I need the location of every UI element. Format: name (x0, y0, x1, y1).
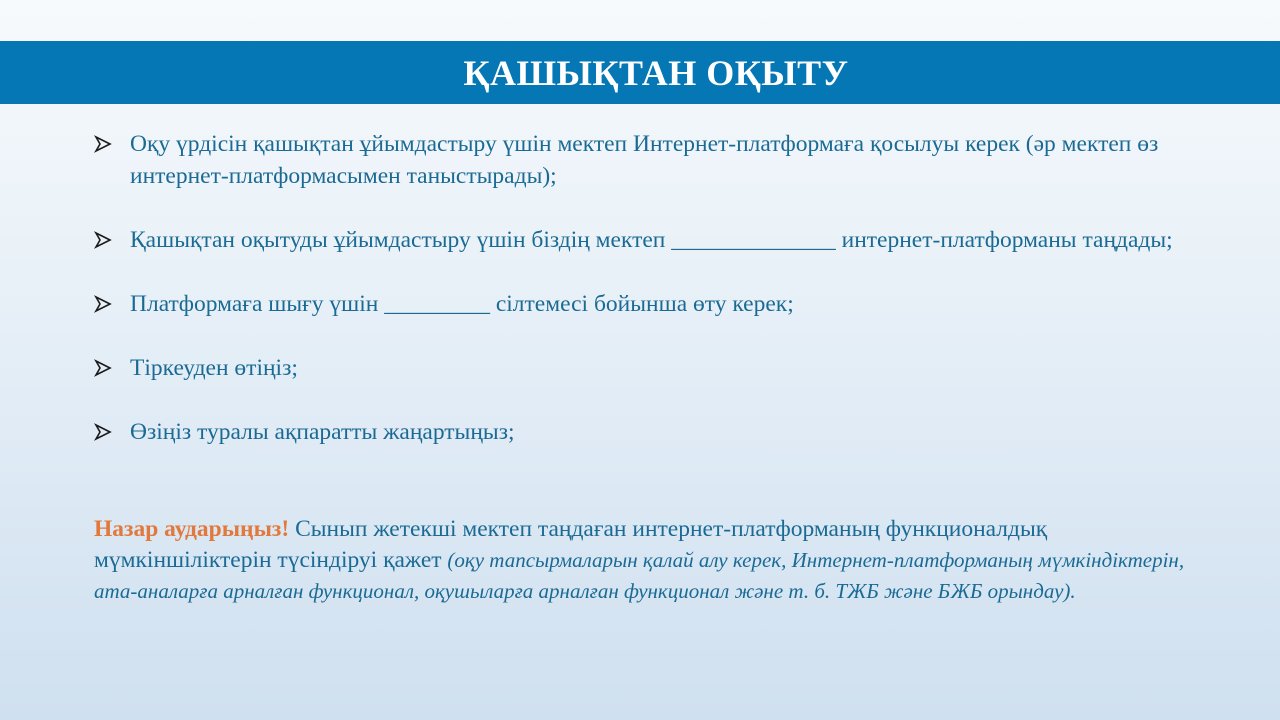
title-bar (0, 41, 1280, 104)
bullet-text: Өзіңіз туралы ақпаратты жаңартыңыз; (130, 419, 515, 445)
bullet-item (94, 416, 1224, 448)
bullet-item (94, 352, 1224, 384)
bullet-text: Қашықтан оқытуды ұйымдастыру үшін біздің мектеп ______________ интернет-платформаны таңдады; (130, 227, 1173, 253)
note-italic-text: (оқу тапсырмаларын қалай алу керек, Интернет-платформаның мүмкіндіктерін, ата-аналарға арналған функционал, оқушыларға арналған функционал және т. б. ТЖБ және БЖБ орындау). (94, 548, 1185, 603)
attention-note (94, 514, 1204, 607)
bullet-text: Тіркеуден өтіңіз; (130, 355, 298, 381)
arrow-bullet-icon (94, 224, 114, 256)
bullet-item (94, 288, 1224, 320)
arrow-bullet-icon (94, 416, 114, 448)
bullet-item (94, 128, 1224, 192)
arrow-bullet-icon (94, 288, 114, 320)
slide-title: ҚАШЫҚТАН ОҚЫТУ (463, 52, 849, 93)
arrow-bullet-icon (94, 352, 114, 384)
bullet-item (94, 224, 1224, 256)
note-warning-label: Назар аударыңыз! (94, 516, 290, 542)
bullet-text: Оқу үрдісін қашықтан ұйымдастыру үшін мектеп Интернет-платформаға қосылуы керек (әр мектеп өз интернет-платформасымен таныстырады); (130, 131, 1159, 189)
note-text: Сынып жетекші мектеп таңдаған интернет-платформаның функционалдық мүмкіншіліктерін түсіндіруі қажет (94, 516, 1048, 573)
bullet-text: Платформаға шығу үшін _________ сілтемесі бойынша өту керек; (130, 291, 794, 317)
bullet-list (94, 128, 1224, 480)
arrow-bullet-icon (94, 128, 114, 160)
